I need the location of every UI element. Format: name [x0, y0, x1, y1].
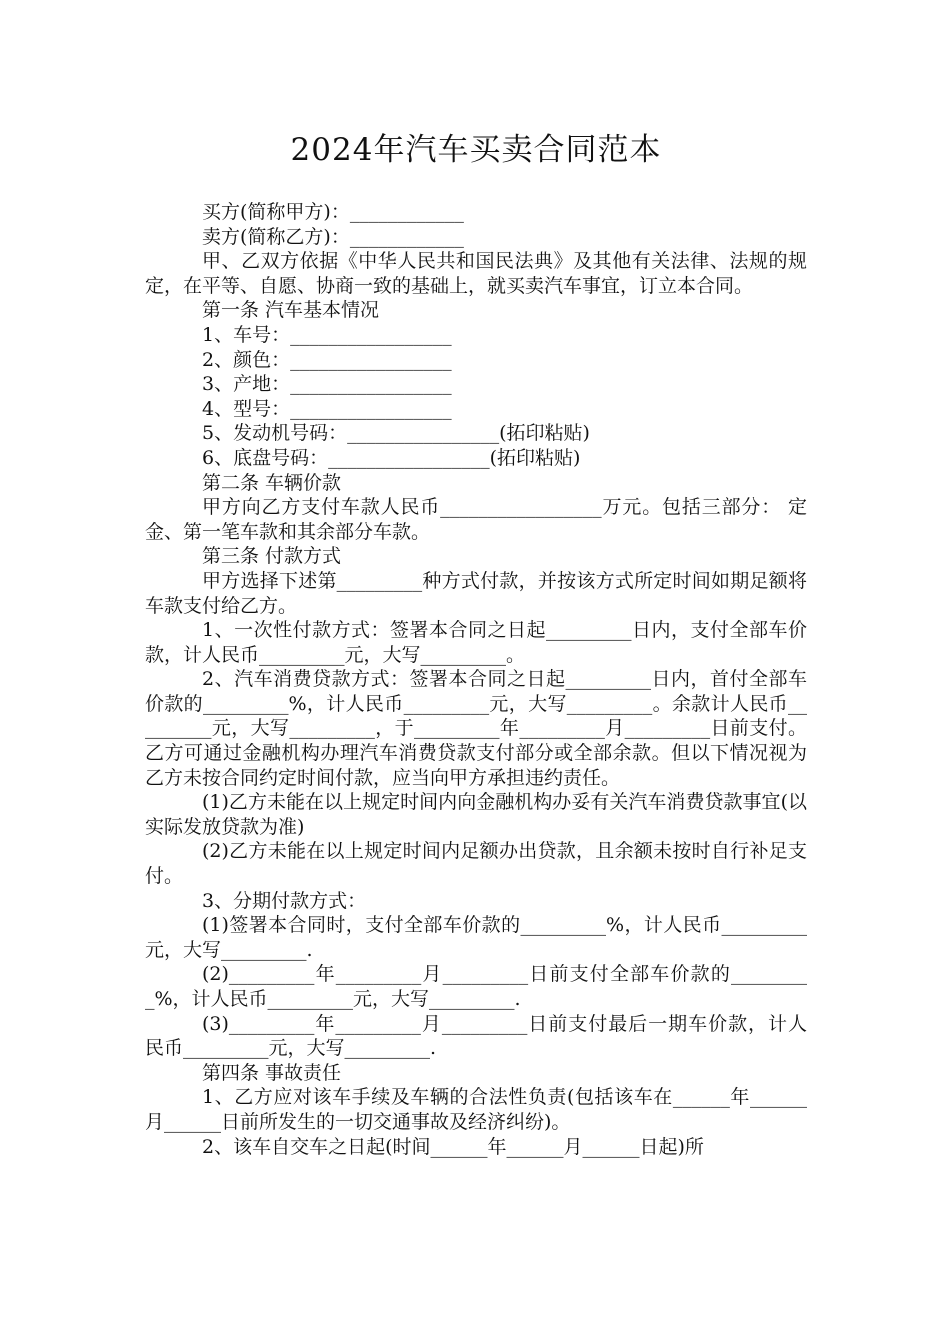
contract-page — [145, 128, 807, 1159]
vehicle-origin-line: 3、产地：_________________ — [202, 373, 452, 396]
vehicle-plate-line: 1、车号：_________________ — [202, 323, 452, 346]
engine-number-line: 5、发动机号码：________________(拓印粘贴) — [202, 422, 590, 445]
loan-paragraph: 2、汽车消费贷款方式：签署本合同之日起_________日内，首付全部车价款的_________%，计人民币_________元，大写_________。余款计人民币_________元，大写_________，于_________年_________月_________日前支付。乙方可通过金融机构办理汽车消费贷款支付部分或全部余款。但以下情况视为乙方未按合同约定时间付款，应当向甲方承担违约责任。 — [145, 668, 807, 789]
installment-heading: 3、分期付款方式： — [202, 889, 367, 912]
installment-item-1: (1)签署本合同时，支付全部车价款的_________%，计人民币_________元，大写_________. — [145, 914, 807, 961]
article-3-heading: 第三条 付款方式 — [202, 545, 342, 568]
installment-item-3: (3)_________年_________月_________日前支付最后一期车价款，计人民币_________元，大写_________. — [145, 1012, 807, 1060]
chassis-number-line: 6、底盘号码：_________________(拓印粘贴) — [202, 446, 581, 469]
article-1-heading: 第一条 汽车基本情况 — [202, 299, 380, 322]
installment-item-2: (2)_________年_________月_________日前支付全部车价款的_________%，计人民币_________元，大写_________. — [145, 963, 807, 1010]
buyer-line: 买方(简称甲方)：____________ — [202, 201, 464, 223]
payment-choice-paragraph: 甲方选择下述第_________种方式付款，并按该方式所定时间如期足额将车款支付给乙方。 — [145, 569, 807, 617]
document-body — [145, 200, 807, 1159]
liability-item-1: 1、乙方应对该车手续及车辆的合法性负责(包括该车在______年______月______日前所发生的一切交通事故及经济纠纷)。 — [145, 1086, 807, 1133]
document-title: 2024年汽车买卖合同范本 — [290, 132, 662, 168]
article-2-heading: 第二条 车辆价款 — [202, 471, 342, 494]
article-4-heading: 第四条 事故责任 — [202, 1061, 342, 1084]
vehicle-color-line: 2、颜色：_________________ — [202, 348, 452, 371]
loan-condition-1: (1)乙方未能在以上规定时间内向金融机构办妥有关汽车消费贷款事宜(以实际发放贷款为准) — [145, 791, 807, 838]
seller-line: 卖方(简称乙方)：____________ — [202, 225, 464, 248]
loan-condition-2: (2)乙方未能在以上规定时间内足额办出贷款，且余额未按时自行补足支付。 — [145, 840, 807, 888]
lump-sum-paragraph: 1、一次性付款方式：签署本合同之日起_________日内，支付全部车价款，计人民币_________元，大写_________。 — [145, 619, 807, 666]
vehicle-model-line: 4、型号：_________________ — [202, 397, 452, 420]
price-paragraph: 甲方向乙方支付车款人民币_________________万元。包括三部分： 定金、第一笔车款和其余部分车款。 — [145, 496, 807, 543]
preamble-paragraph: 甲、乙双方依据《中华人民共和国民法典》及其他有关法律、法规的规定，在平等、自愿、协商一致的基础上，就买卖汽车事宜，订立本合同。 — [145, 250, 807, 297]
liability-item-2: 2、该车自交车之日起(时间______年______月______日起)所 — [202, 1135, 704, 1158]
